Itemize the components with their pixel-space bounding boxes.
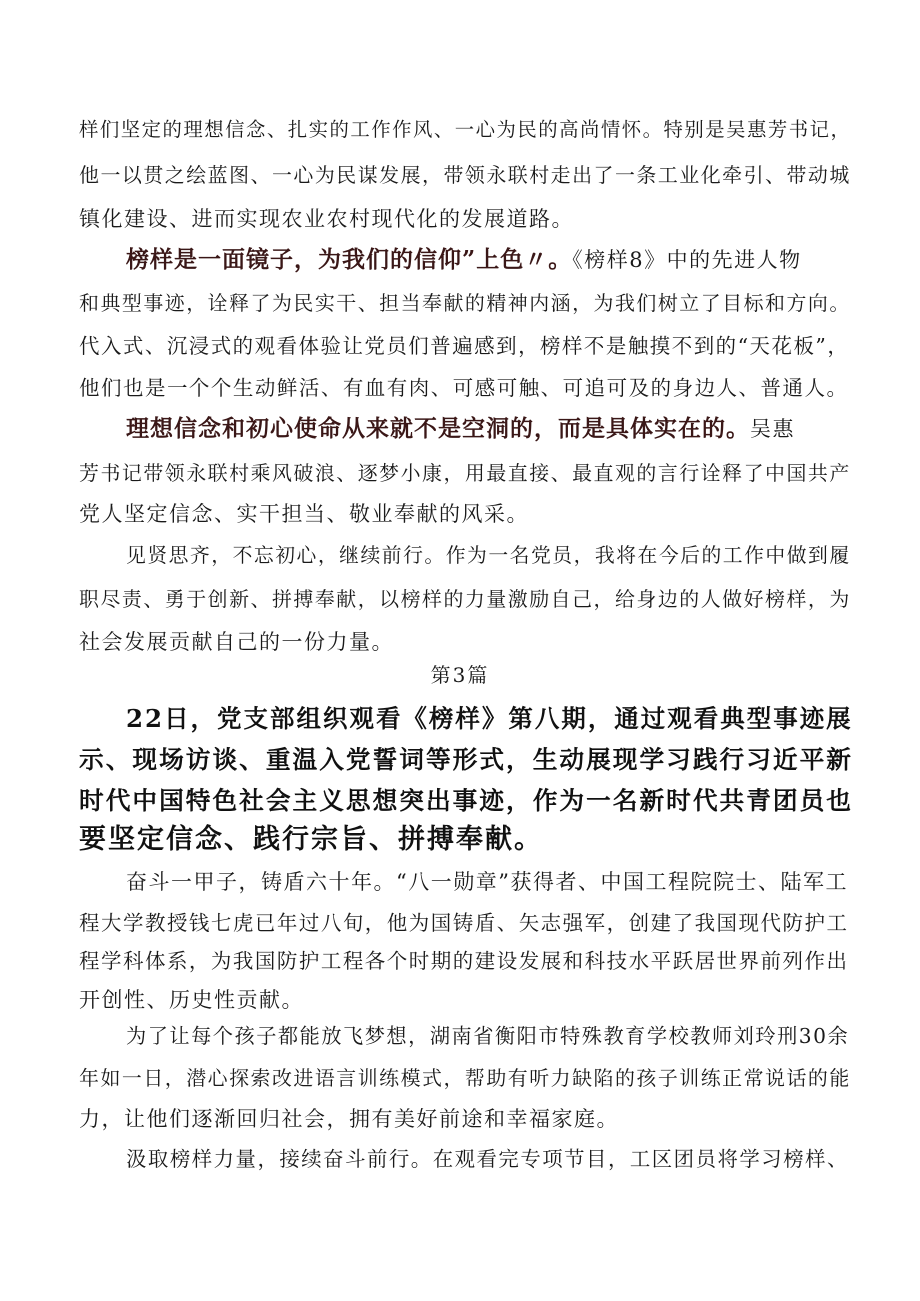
intro-line: 示、现场访谈、重温入党誓词等形式，生动展现学习践行习近平新 <box>79 745 853 774</box>
paragraph-lead-sentence: 理想信念和初心使命从来就不是空洞的，而是具体实在的。 <box>126 415 750 442</box>
paragraph-line: 他们也是一个个生动鲜活、有血有肉、可感可触、可追可及的身边人、普通人。 <box>79 376 849 400</box>
paragraph-line: 党人坚定信念、实干担当、敬业奉献的风采。 <box>79 502 529 526</box>
paragraph-line: 程学科体系，为我国防护工程各个时期的建设发展和科技水平跃居世界前列作出 <box>79 949 849 973</box>
paragraph-line: 奋斗一甲子，铸盾六十年。“八一勋章”获得者、中国工程院院士、陆军工 <box>126 870 848 894</box>
intro-line: 时代中国特色社会主义思想突出事迹，作为一名新时代共青团员也 <box>79 786 853 815</box>
paragraph-line: 代入式、沉浸式的观看体验让党员们普遍感到，榜样不是触摸不到的“天花板”， <box>79 334 850 358</box>
paragraph-line: 程大学教授钱七虎已年过八旬，他为国铸盾、矢志强军，创建了我国现代防护工 <box>79 911 849 935</box>
paragraph-line: 他一以贯之绘蓝图、一心为民谋发展，带领永联村走出了一条工业化牵引、带动城 <box>79 163 851 187</box>
paragraph-line: 为了让每个孩子都能放飞梦想，湖南省衡阳市特殊教育学校教师刘玲刑30余 <box>126 1024 850 1048</box>
paragraph-line: 开创性、历史性贡献。 <box>79 988 304 1012</box>
paragraph-line: 力，让他们逐渐回归社会，拥有美好前途和幸福家庭。 <box>79 1107 619 1131</box>
paragraph-first-line <box>126 247 802 273</box>
paragraph-lead-sentence: 榜样是一面镜子，为我们的信仰”上色〃。 <box>126 246 573 273</box>
paragraph-line-rest: 《榜样8》中的先进人物 <box>572 248 802 272</box>
paragraph-line: 芳书记带领永联村乘风破浪、逐梦小康，用最直接、最直观的言行诠释了中国共产 <box>79 461 851 485</box>
paragraph-line-rest: 吴惠 <box>750 417 795 441</box>
intro-line: 要坚定信念、践行宗旨、拼搏奉献。 <box>79 824 543 855</box>
paragraph-first-line <box>126 416 795 442</box>
paragraph-line: 见贤思齐，不忘初心，继续前行。作为一名党员，我将在今后的工作中做到履 <box>126 544 851 567</box>
section-heading: 第3篇 <box>430 663 490 687</box>
paragraph-line: 社会发展贡献自己的一份力量。 <box>79 630 394 654</box>
paragraph-line: 年如一日，潜心探索改进语言训练模式，帮助有听力缺陷的孩子训练正常说话的能 <box>79 1066 851 1090</box>
paragraph-line: 和典型事迹，诠释了为民实干、担当奉献的精神内涵，为我们树立了目标和方向。 <box>79 291 851 315</box>
paragraph-line: 镇化建设、进而实现农业农村现代化的发展道路。 <box>79 207 574 231</box>
intro-line: 22日，党支部组织观看《榜样》第八期，通过观看典型事迹展 <box>126 704 853 733</box>
paragraph-line: 职尽责、勇于创新、拼搏奉献，以榜样的力量激励自己，给身边的人做好榜样，为 <box>79 587 851 611</box>
paragraph-line: 样们坚定的理想信念、扎实的工作作风、一心为民的高尚情怀。特别是吴惠芳书记， <box>79 118 852 141</box>
paragraph-line: 汲取榜样力量，接续奋斗前行。在观看完专项节目，工区团员将学习榜样、 <box>126 1147 849 1171</box>
